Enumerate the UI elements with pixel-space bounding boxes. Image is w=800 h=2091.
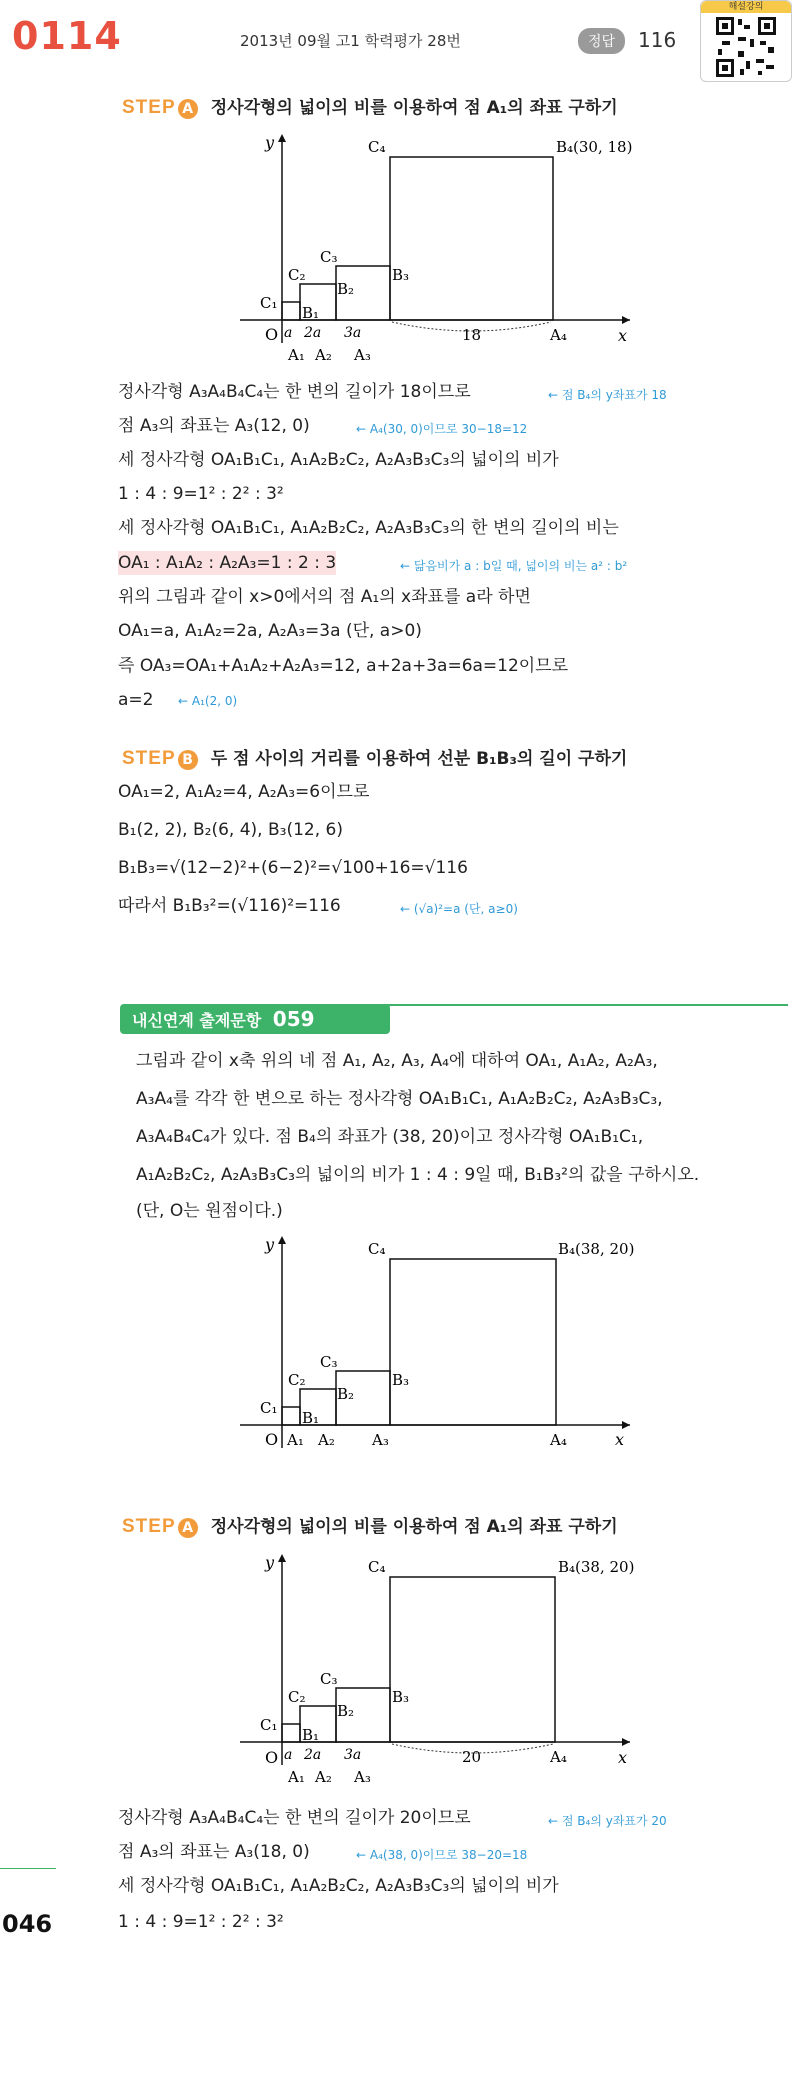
svg-text:20: 20 — [462, 1748, 482, 1766]
question-line3: A₃A₄B₄C₄가 있다. 점 B₄의 좌표가 (38, 20)이고 정사각형 OA₁B₁C₁, — [136, 1127, 644, 1147]
svg-text:x: x — [618, 1748, 628, 1767]
step-b-heading — [122, 744, 627, 770]
svg-text:C₃: C₃ — [320, 1670, 338, 1688]
svg-text:A₄: A₄ — [550, 1431, 567, 1449]
answer-badge: 정답 — [578, 28, 625, 54]
sol-a2-note1: ← 점 B₄의 y좌표가 20 — [548, 1814, 667, 1828]
sol-b-note4: ← (√a)²=a (단, a≥0) — [400, 902, 518, 916]
figure-squares-3 — [240, 1548, 660, 1788]
svg-text:B₃: B₃ — [392, 1371, 410, 1389]
svg-text:a: a — [284, 1747, 293, 1763]
step-letter-badge: A — [178, 99, 198, 119]
sol-a-note1: ← 점 B₄의 y좌표가 18 — [548, 388, 667, 402]
square-1 — [282, 302, 300, 320]
x-axis-arrow — [622, 316, 630, 324]
b4-label: B₄(30, 18) — [556, 138, 633, 156]
svg-text:A₂: A₂ — [318, 1431, 335, 1449]
page-number: 046 — [2, 1910, 53, 1938]
banner-number: 059 — [272, 1007, 315, 1031]
sol-a-line2: 점 A₃의 좌표는 A₃(12, 0) — [118, 416, 310, 436]
svg-text:C₁: C₁ — [260, 1399, 278, 1417]
problem-number: 0114 — [12, 14, 122, 58]
svg-text:x: x — [615, 1430, 625, 1449]
svg-text:C₂: C₂ — [288, 1371, 306, 1389]
sol-a2-line4: 1 : 4 : 9=1² : 2² : 3² — [118, 1912, 284, 1932]
sol-a-line7: 위의 그림과 같이 x>0에서의 점 A₁의 x좌표를 a라 하면 — [118, 587, 531, 607]
y-axis-arrow — [278, 134, 286, 142]
step-label: STEP — [122, 97, 176, 118]
qr-code[interactable] — [700, 0, 792, 82]
step-a2-heading — [122, 1512, 618, 1538]
sol-b-line2: B₁(2, 2), B₂(6, 4), B₃(12, 6) — [118, 820, 343, 840]
sol-a-line9: 즉 OA₃=OA₁+A₁A₂+A₂A₃=12, a+2a+3a=6a=12이므로 — [118, 656, 569, 676]
svg-text:C₃: C₃ — [320, 1353, 338, 1371]
a1-label: A₁ — [288, 346, 305, 364]
sol-a-line5: 세 정사각형 OA₁B₁C₁, A₁A₂B₂C₂, A₂A₃B₃C₃의 한 변의 길이의 비는 — [118, 518, 619, 538]
c1-label: C₁ — [260, 294, 278, 312]
banner-title: 내신연계 출제문항 — [132, 1011, 262, 1030]
svg-text:C₄: C₄ — [368, 1240, 386, 1258]
sol-a-note10: ← A₁(2, 0) — [178, 694, 238, 708]
question-line2: A₃A₄를 각각 한 변으로 하는 정사각형 OA₁B₁C₁, A₁A₂B₂C₂, A₂A₃B₃C₃, — [136, 1089, 663, 1109]
sol-a-line3: 세 정사각형 OA₁B₁C₁, A₁A₂B₂C₂, A₂A₃B₃C₃의 넓이의 비가 — [118, 450, 559, 470]
svg-text:y: y — [265, 1553, 275, 1572]
step-letter-badge: B — [178, 750, 198, 770]
sol-a-note6: ← 닮음비가 a : b일 때, 넓이의 비는 a² : b² — [400, 559, 628, 573]
step-a-heading — [122, 93, 618, 119]
c4-label: C₄ — [368, 138, 386, 156]
c2-label: C₂ — [288, 266, 306, 284]
problem-source: 2013년 09월 고1 학력평가 28번 — [240, 32, 461, 50]
step-label: STEP — [122, 1516, 176, 1537]
a2-label: A₂ — [315, 346, 332, 364]
svg-text:A₃: A₃ — [354, 1768, 371, 1786]
svg-text:2a: 2a — [304, 1747, 322, 1763]
question-line4: A₁A₂B₂C₂, A₂A₃B₃C₃의 넓이의 비가 1 : 4 : 9일 때, B₁B₃²의 값을 구하시오. — [136, 1165, 700, 1185]
sol-a-line4: 1 : 4 : 9=1² : 2² : 3² — [118, 484, 284, 504]
seg-len-label: 18 — [462, 326, 482, 344]
svg-text:O: O — [265, 1748, 279, 1767]
y-label: y — [265, 133, 275, 152]
sol-a-line8: OA₁=a, A₁A₂=2a, A₂A₃=3a (단, a>0) — [118, 621, 422, 641]
svg-text:A₁: A₁ — [288, 1768, 305, 1786]
a4-label: A₄ — [550, 326, 567, 344]
svg-text:C₄: C₄ — [368, 1558, 386, 1576]
sol-a-line10: a=2 — [118, 690, 154, 710]
sol-a2-note2: ← A₄(38, 0)이므로 38−20=18 — [356, 1848, 528, 1862]
svg-text:A₃: A₃ — [372, 1431, 389, 1449]
sol-a2-line2: 점 A₃의 좌표는 A₃(18, 0) — [118, 1842, 310, 1862]
seg-2a-label: 2a — [304, 325, 322, 341]
step-title: 정사각형의 넓이의 비를 이용하여 점 A₁의 좌표 구하기 — [210, 98, 618, 118]
a3-label: A₃ — [354, 346, 371, 364]
c3-label: C₃ — [320, 248, 338, 266]
banner-rule — [378, 1004, 788, 1006]
sol-b-line3: B₁B₃=√(12−2)²+(6−2)²=√100+16=√116 — [118, 858, 468, 878]
svg-text:B₄(38, 20): B₄(38, 20) — [558, 1240, 635, 1258]
square-4 — [390, 157, 553, 320]
svg-text:B₂: B₂ — [337, 1702, 355, 1720]
b2-label: B₂ — [337, 280, 355, 298]
svg-text:B₁: B₁ — [302, 1726, 320, 1744]
svg-text:y: y — [265, 1235, 275, 1254]
qr-label: 해설강의 — [701, 1, 791, 13]
step-title: 정사각형의 넓이의 비를 이용하여 점 A₁의 좌표 구하기 — [210, 1517, 618, 1537]
sol-a2-line1: 정사각형 A₃A₄B₄C₄는 한 변의 길이가 20이므로 — [118, 1808, 471, 1828]
sol-b-line1: OA₁=2, A₁A₂=4, A₂A₃=6이므로 — [118, 782, 370, 802]
step-label: STEP — [122, 748, 176, 769]
svg-text:B₂: B₂ — [337, 1385, 355, 1403]
sol-a-note2: ← A₄(30, 0)이므로 30−18=12 — [356, 422, 528, 436]
x-label: x — [618, 326, 628, 345]
seg-a-label: a — [284, 325, 293, 341]
svg-text:A₄: A₄ — [550, 1748, 567, 1766]
sol-b-line4: 따라서 B₁B₃²=(√116)²=116 — [118, 896, 341, 916]
svg-text:3a: 3a — [344, 1747, 362, 1763]
svg-text:B₃: B₃ — [392, 1688, 410, 1706]
svg-text:B₁: B₁ — [302, 1409, 320, 1427]
svg-text:A₁: A₁ — [287, 1431, 304, 1449]
svg-text:B₄(38, 20): B₄(38, 20) — [558, 1558, 635, 1576]
sol-a-line1: 정사각형 A₃A₄B₄C₄는 한 변의 길이가 18이므로 — [118, 382, 471, 402]
svg-text:O: O — [265, 1430, 279, 1449]
seg-3a-label: 3a — [344, 325, 362, 341]
question-line5: (단, O는 원점이다.) — [136, 1201, 283, 1221]
b3-label: B₃ — [392, 266, 410, 284]
step-title: 두 점 사이의 거리를 이용하여 선분 B₁B₃의 길이 구하기 — [210, 749, 628, 769]
question-line1: 그림과 같이 x축 위의 네 점 A₁, A₂, A₃, A₄에 대하여 OA₁, A₁A₂, A₂A₃, — [136, 1051, 658, 1071]
sol-a2-line3: 세 정사각형 OA₁B₁C₁, A₁A₂B₂C₂, A₂A₃B₃C₃의 넓이의 비가 — [118, 1876, 559, 1896]
svg-text:C₂: C₂ — [288, 1688, 306, 1706]
qr-icon — [716, 17, 776, 77]
svg-text:C₁: C₁ — [260, 1716, 278, 1734]
answer-value: 116 — [638, 28, 677, 52]
sol-a-line6: OA₁ : A₁A₂ : A₂A₃=1 : 2 : 3 — [118, 553, 337, 573]
footer-rule — [0, 1868, 56, 1869]
figure-squares-2 — [240, 1230, 660, 1470]
step-letter-badge: A — [178, 1518, 198, 1538]
origin-label: O — [265, 325, 279, 344]
related-problem-banner — [120, 1004, 390, 1034]
figure-squares-1 — [240, 128, 660, 368]
svg-text:A₂: A₂ — [315, 1768, 332, 1786]
b1-label: B₁ — [302, 304, 320, 322]
